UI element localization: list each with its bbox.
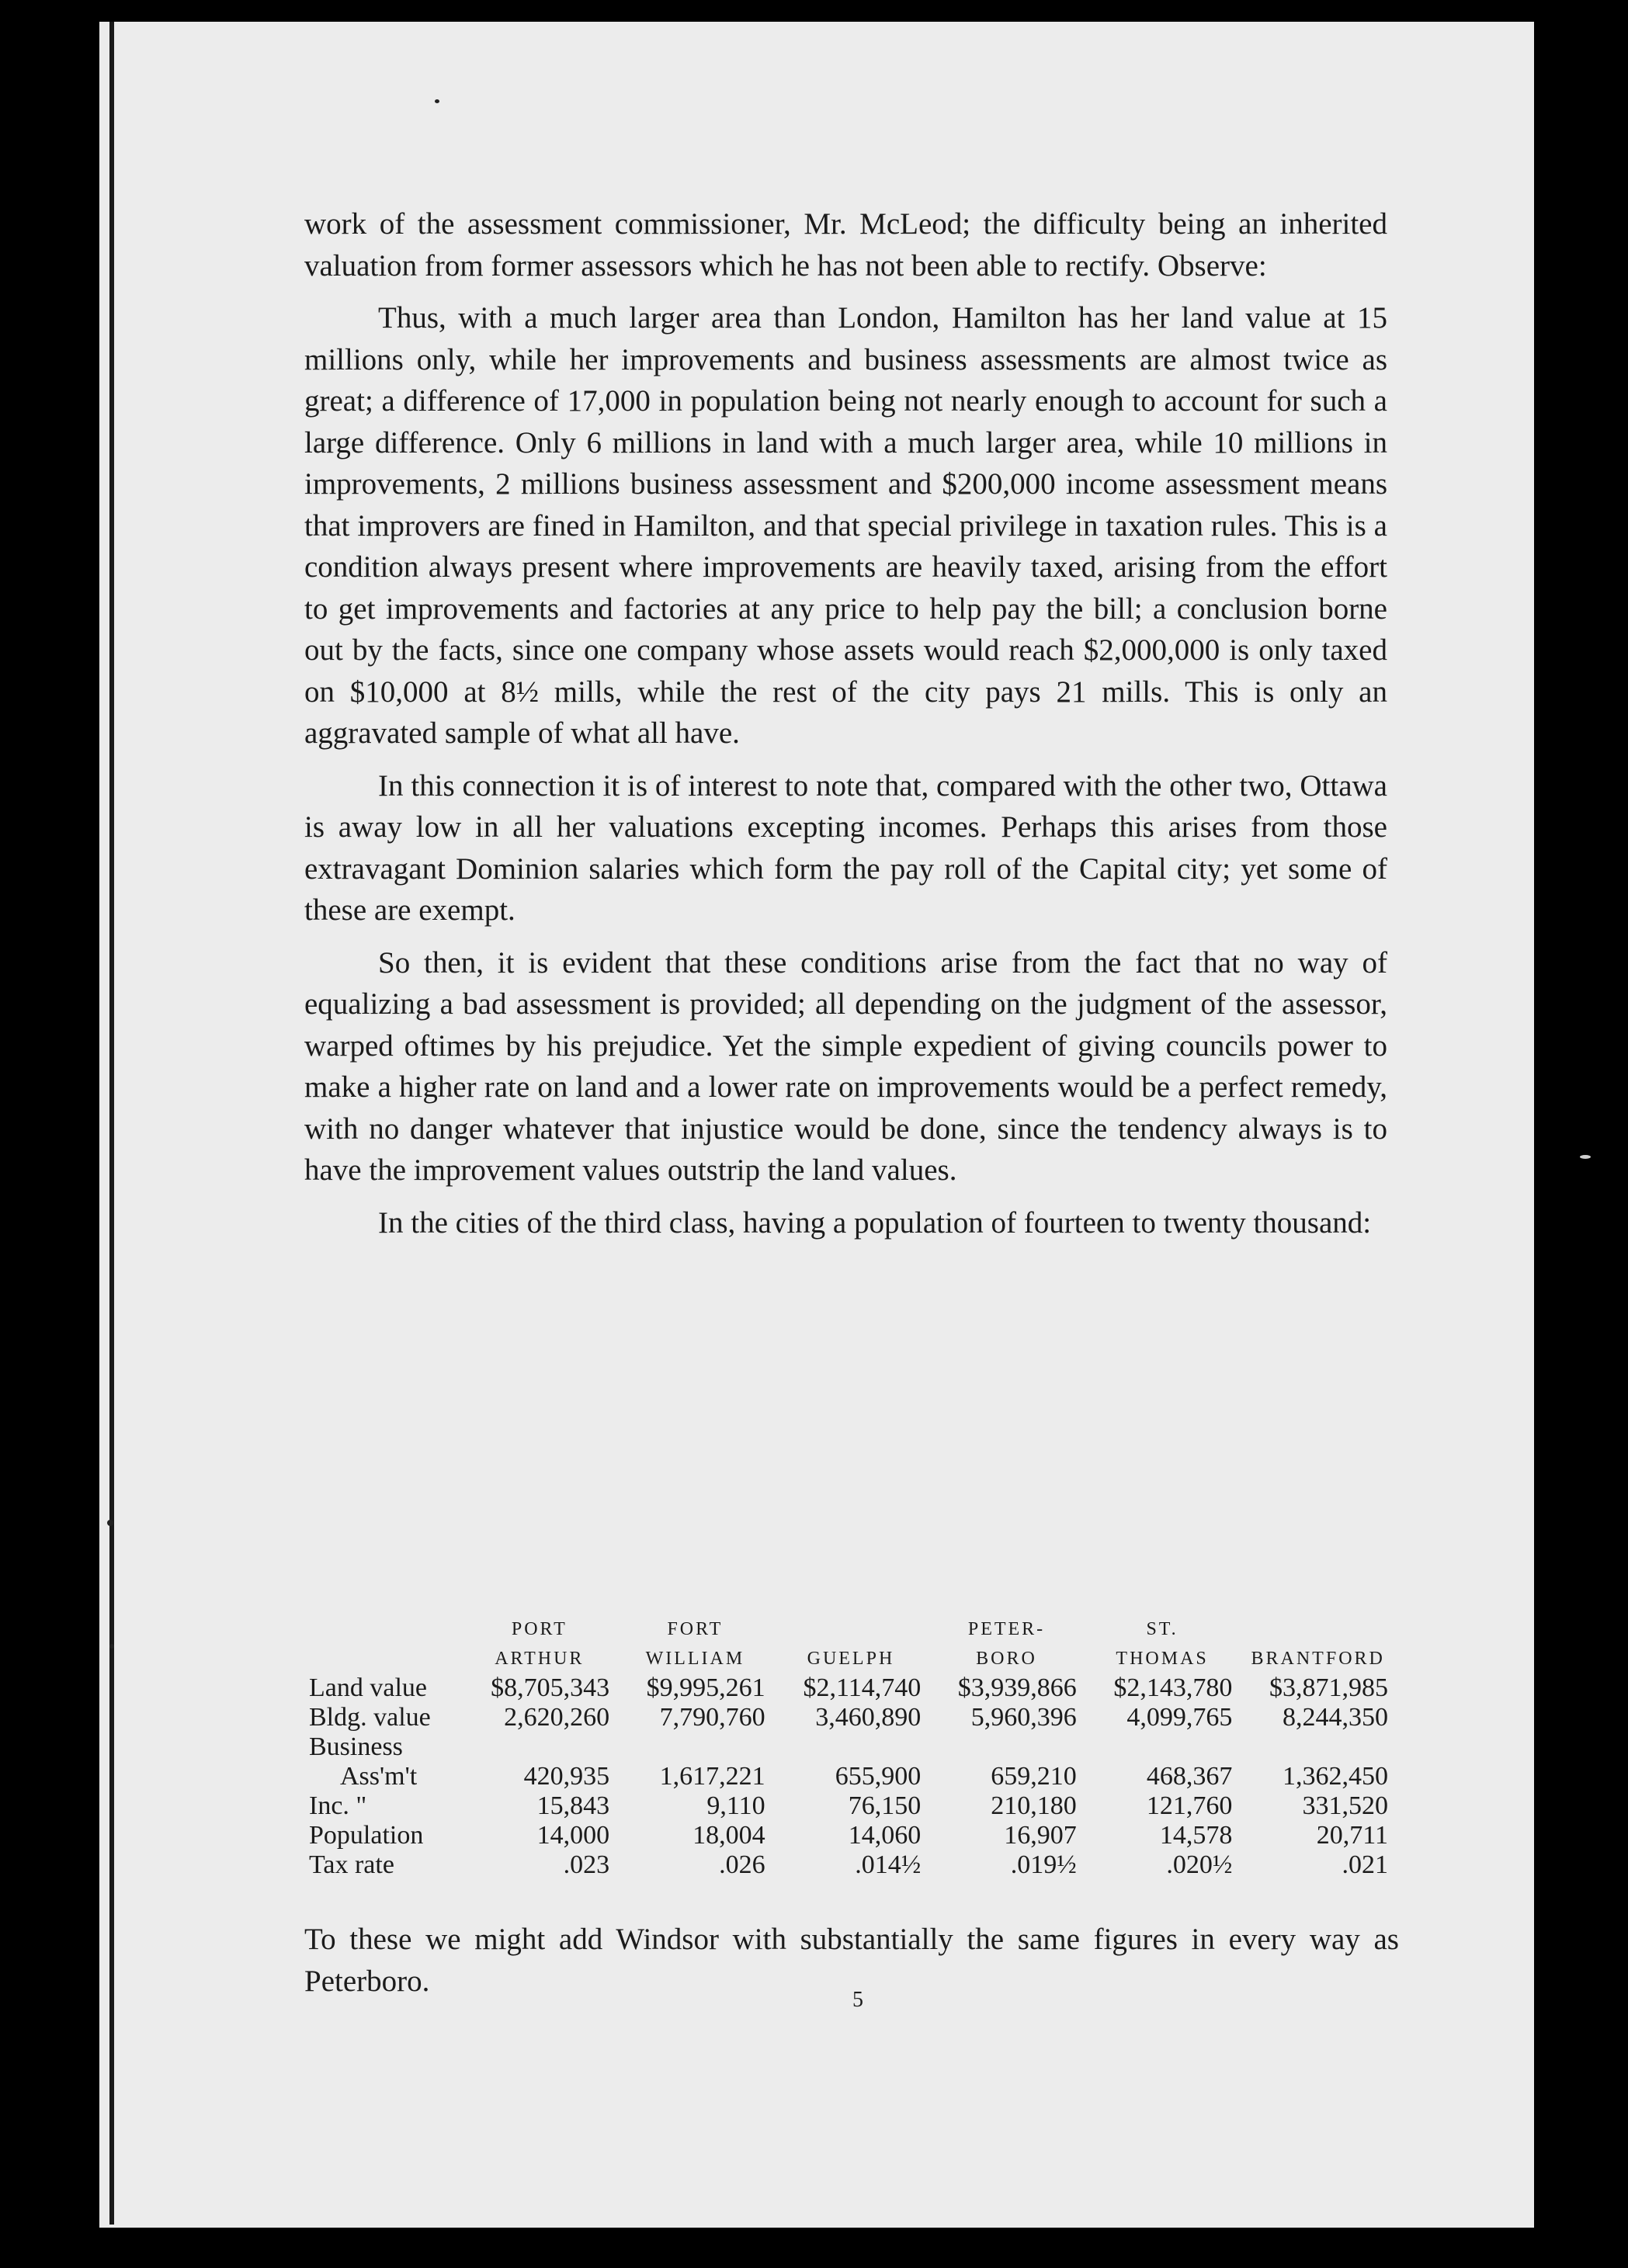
table-cell: 20,711 <box>1316 1821 1388 1850</box>
table-header-cell: BRANTFORD <box>1251 1649 1385 1669</box>
table-cell: 121,760 <box>1146 1791 1233 1820</box>
table-cell: $9,995,261 <box>646 1673 765 1702</box>
table-cell: .020½ <box>1166 1850 1233 1879</box>
paragraph-2: Thus, with a much larger area than London, Hamilton has her land value at 15 millions only, while her improvements and business assessments are almost twice as great; a difference of 17,000 in population being not nearly enough to account for such a large difference. Only 6 millions in land with a much larger area, while 10 millions in improvements, 2 millions business assessment and $200,000 income assessment means that improvers are fined in Hamilton, and that special privilege in taxation rules. This is a condition always present where improvements are heavily taxed, arising from the effort to get improvements and factories at any price to help pay the bill; a conclusion borne out by the facts, since one company whose assets would reach $2,000,000 is only taxed on $10,000 at 8½ mills, while the rest of the city pays 21 mills. This is only an aggravated sample of what all have. <box>304 301 1387 750</box>
table-row <box>309 1703 1396 1732</box>
left-margin-rule <box>109 22 114 2225</box>
table-cell: $2,143,780 <box>1113 1673 1233 1702</box>
table-header-cell: ST. <box>1146 1619 1178 1639</box>
table-cell <box>1085 1732 1241 1762</box>
closing-paragraph: To these we might add Windsor with substantially the same figures in every way as Peterboro. <box>304 1923 1399 1998</box>
table-header-cell: WILLIAM <box>645 1649 745 1669</box>
ink-speck <box>107 1520 113 1526</box>
table-cell: 16,907 <box>1004 1821 1077 1850</box>
table-cell: 18,004 <box>693 1821 765 1850</box>
body-text <box>304 203 1387 1243</box>
table-cell: .026 <box>719 1850 765 1879</box>
table-cell: 14,000 <box>536 1821 610 1850</box>
table-cell: 15,843 <box>536 1791 610 1820</box>
table-cell: .023 <box>563 1850 610 1879</box>
table-header-cell: PETER- <box>967 1619 1046 1639</box>
row-label: Population <box>309 1821 424 1850</box>
table-cell <box>617 1732 773 1762</box>
table-row <box>309 1791 1396 1821</box>
table-cell: 331,520 <box>1302 1791 1388 1820</box>
table-cell: 5,960,396 <box>970 1703 1077 1732</box>
row-label: Business <box>309 1732 403 1761</box>
table-cell: 3,460,890 <box>815 1703 922 1732</box>
table-cell: 1,617,221 <box>659 1762 765 1791</box>
table-cell <box>773 1732 929 1762</box>
table-row <box>309 1673 1396 1703</box>
table-cell: 14,578 <box>1159 1821 1233 1850</box>
table-header-cell: ARTHUR <box>495 1649 585 1669</box>
table-header-cell: GUELPH <box>807 1649 895 1669</box>
table-header-cell <box>1240 1614 1396 1644</box>
table-cell: $3,939,866 <box>957 1673 1077 1702</box>
table-cell: 468,367 <box>1146 1762 1233 1791</box>
row-label: Tax rate <box>309 1850 394 1879</box>
table-cell: 659,210 <box>991 1762 1077 1791</box>
table-cell: 7,790,760 <box>659 1703 765 1732</box>
table-header-row <box>309 1614 1396 1644</box>
table-cell: 4,099,765 <box>1126 1703 1233 1732</box>
table-cell: .019½ <box>1010 1850 1077 1879</box>
table-cell: $2,114,740 <box>803 1673 922 1702</box>
cities-table <box>309 1614 1396 1880</box>
table-header-cell <box>773 1614 929 1644</box>
header-corner <box>309 1614 462 1644</box>
table-cell: 420,935 <box>523 1762 610 1791</box>
ink-speck <box>1580 1155 1591 1159</box>
table-cell: 655,900 <box>835 1762 922 1791</box>
table-row <box>309 1821 1396 1850</box>
header-corner <box>309 1644 462 1673</box>
table-cell: 9,110 <box>706 1791 765 1820</box>
paragraph-5: In the cities of the third class, having a population of fourteen to twenty thousand: <box>378 1205 1372 1240</box>
paragraph-3: In this connection it is of interest to note that, compared with the other two, Ottawa is away low in all her valuations excepting incomes. Perhaps this arises from those extravagant Dominion salaries which form the pay roll of the Capital city; yet some of these are exempt. <box>304 768 1387 927</box>
table-cell <box>462 1732 618 1762</box>
paragraph-4: So then, it is evident that these conditions arise from the fact that no way of equalizing a bad assessment is provided; all depending on the judgment of the assessor, warped oftimes by his prejudice. Yet the simple expedient of giving councils power to make a higher rate on land and a lower rate on improvements would be a perfect remedy, with no danger whatever that injustice would be done, since the tendency always is to have the improvement values outstrip the land values. <box>304 945 1387 1187</box>
table-row <box>309 1762 1396 1791</box>
table-cell: .014½ <box>855 1850 922 1879</box>
table-cell <box>929 1732 1085 1762</box>
table-cell <box>1240 1732 1396 1762</box>
table-cell: 76,150 <box>848 1791 922 1820</box>
page-number: 5 <box>852 1988 863 2012</box>
table-cell: .021 <box>1342 1850 1388 1879</box>
table-row <box>309 1850 1396 1880</box>
table-header-cell: BORO <box>976 1649 1037 1669</box>
table-cell: 1,362,450 <box>1283 1762 1388 1791</box>
table-header-row <box>309 1644 1396 1673</box>
row-label: Bldg. value <box>309 1703 431 1732</box>
table-row <box>309 1732 1396 1762</box>
row-label: Land value <box>309 1673 427 1702</box>
row-label: Ass'm't <box>340 1762 418 1791</box>
ink-speck <box>435 99 439 103</box>
table-cell: 14,060 <box>848 1821 922 1850</box>
table-cell: 210,180 <box>991 1791 1077 1820</box>
table-cell: $3,871,985 <box>1269 1673 1388 1702</box>
table-cell: 8,244,350 <box>1283 1703 1388 1732</box>
row-label: Inc. " <box>309 1791 367 1820</box>
table-cell: 2,620,260 <box>504 1703 610 1732</box>
table-cell: $8,705,343 <box>491 1673 610 1702</box>
paragraph-1: work of the assessment commissioner, Mr. McLeod; the difficulty being an inherited valuation from former assessors which he has not been able to rectify. Observe: <box>304 207 1387 283</box>
table-header-cell: PORT <box>511 1619 568 1639</box>
table-header-cell: FORT <box>667 1619 724 1639</box>
table-header-cell: THOMAS <box>1116 1649 1209 1669</box>
ink-speck <box>109 1644 114 1649</box>
